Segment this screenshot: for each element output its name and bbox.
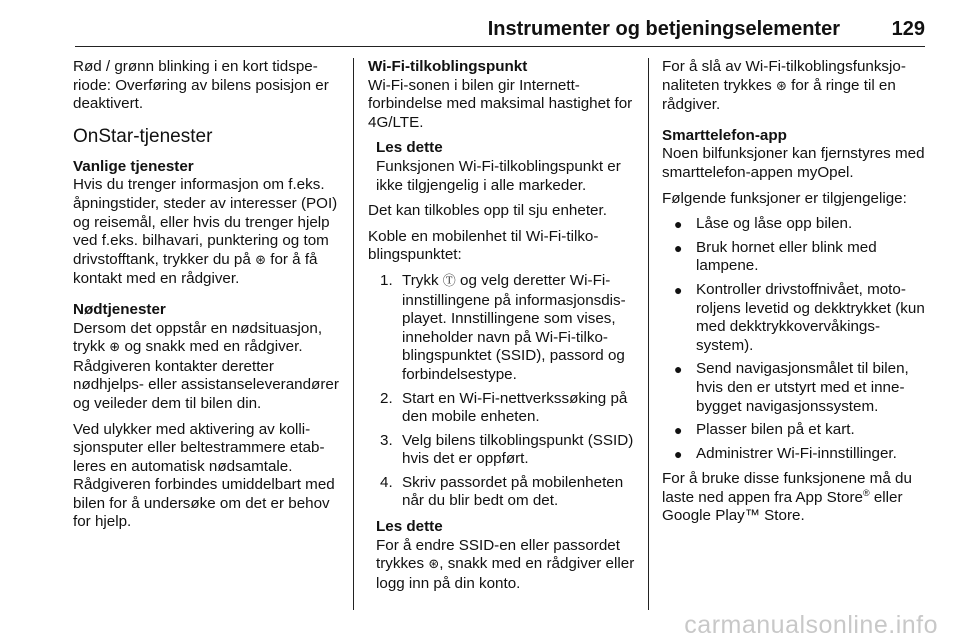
onstar-button-icon: ⊛ xyxy=(255,252,266,268)
heading-vanlige-tjenester: Vanlige tjenester xyxy=(73,157,194,175)
bullet-icon: ● xyxy=(674,422,683,439)
column-divider xyxy=(648,58,649,610)
list-item: 1. Trykk Ⓣ og velg deretter Wi-Fi-innstillingene på informasjonsdisplayet. Innstillingene som vises, inneholder navn på Wi-Fi-tilkoblingspunktet (SSID), passord og forbindelsestype. xyxy=(380,271,626,383)
menu-button-icon: Ⓣ xyxy=(442,273,456,289)
list-item: ● Administrer Wi-Fi-innstillinger. xyxy=(674,444,897,462)
paragraph-app: For å bruke disse funksjonene må du laste ned appen fra App Store® eller Google Play™ Store. xyxy=(662,470,912,525)
paragraph-vanlige: Hvis du trenger informasjon om f.eks. åpningstider, steder av interesser (POI) og reisemål, eller hvis du trenger hjelp ved f.eks. bilhavari, punktering og tom drivstofftank, trykker du på ⊛ for å få kontakt med en rådgiver. xyxy=(73,176,338,288)
onstar-button-icon: ⊛ xyxy=(428,557,440,573)
section-title: OnStar-tjenester xyxy=(73,125,213,147)
bullet-icon: ● xyxy=(674,239,683,256)
paragraph-wifi: Wi-Fi-sonen i bilen gir Internett-forbindelse med maksimal hastighet for 4G/LTE. xyxy=(368,76,633,131)
steps-list xyxy=(368,272,638,511)
bullet-icon: ● xyxy=(674,361,683,378)
note-box xyxy=(368,139,638,195)
intro-text: Rød / grønn blinking i en kort tidsperiode: Overføring av bilens posisjon er deaktivert. xyxy=(73,58,329,113)
list-item: ● Låse og låse opp bilen. xyxy=(674,215,853,233)
chapter-title: Instrumenter og betjeningselementer xyxy=(487,18,840,40)
note-text: For å endre SSID-en eller passordet trykkes ⊛, snakk med en rådgiver eller logg inn på din konto. xyxy=(376,536,635,592)
bullet-icon: ● xyxy=(674,445,683,462)
heading-smarttelefon: Smarttelefon-app xyxy=(662,126,787,144)
list-item: 4. Skriv passordet på mobilenheten når du blir bedt om det. xyxy=(380,473,624,510)
registered-mark: ® xyxy=(862,487,870,498)
list-item: 2. Start en Wi-Fi-nettverkssøking på den mobile enheten. xyxy=(380,389,628,426)
list-item: ● Kontroller drivstoffnivået, motoroljens levetid og dekktrykket (kun med dekktrykkovervåkingssystem). xyxy=(674,280,925,354)
column-left xyxy=(73,58,345,539)
list-item: ● Send navigasjonsmålet til bilen, hvis den er utstyrt med et innebygget navigasjonssystem. xyxy=(674,360,909,415)
note-title: Les dette xyxy=(376,518,443,536)
paragraph-koble: Koble en mobilenhet til Wi-Fi-tilkoblingspunktet: xyxy=(368,227,599,264)
paragraph-nod: Dersom det oppstår en nødsituasjon, trykk ⊕ og snakk med en rådgiver. Rådgiveren kontakter deretter nødhjelps- eller assistanseleverandører og veileder dem til bilen din. xyxy=(73,319,339,412)
heading-wifi: Wi-Fi-tilkoblingspunkt xyxy=(368,58,528,75)
column-divider xyxy=(353,58,354,610)
list-item: ● Bruk hornet eller blink med lampene. xyxy=(674,238,877,275)
paragraph-folgende: Følgende funksjoner er tilgjengelige: xyxy=(662,189,907,207)
paragraph-sju: Det kan tilkobles opp til sju enheter. xyxy=(368,202,607,220)
paragraph-smart: Noen bilfunksjoner kan fjernstyres med smarttelefon-appen myOpel. xyxy=(662,145,925,181)
page-header xyxy=(75,0,925,47)
onstar-button-icon: ⊛ xyxy=(775,78,787,94)
bullet-icon: ● xyxy=(674,281,683,298)
note-title: Les dette xyxy=(376,139,443,157)
list-item: 3. Velg bilens tilkoblingspunkt (SSID) hvis det er oppført. xyxy=(380,431,634,468)
sos-button-icon: ⊕ xyxy=(109,340,121,356)
note-text: Funksjonen Wi-Fi-tilkoblingspunkt er ikke tilgjengelig i alle markeder. xyxy=(376,157,621,194)
paragraph-kollisjon: Ved ulykker med aktivering av kollisjonsputer eller beltestrammere etableres en automatisk nødsamtale. Rådgiveren forbindes umiddelbart med bilen for å undersøke om det er behov for hjelp. xyxy=(73,420,335,531)
paragraph-wifi-off: For å slå av Wi-Fi-tilkoblingsfunksjonaliteten trykkes ⊛ for å ringe til en rådgiver. xyxy=(662,58,906,114)
column-right xyxy=(662,58,932,533)
heading-nodtjenester: Nødtjenester xyxy=(73,300,166,318)
note-box xyxy=(368,518,638,593)
bullet-list xyxy=(662,215,932,463)
page-number: 129 xyxy=(891,18,925,40)
list-item: ● Plasser bilen på et kart. xyxy=(674,421,855,439)
column-middle xyxy=(368,58,638,600)
watermark: carmanualsonline.info xyxy=(684,611,938,639)
bullet-icon: ● xyxy=(674,216,683,233)
